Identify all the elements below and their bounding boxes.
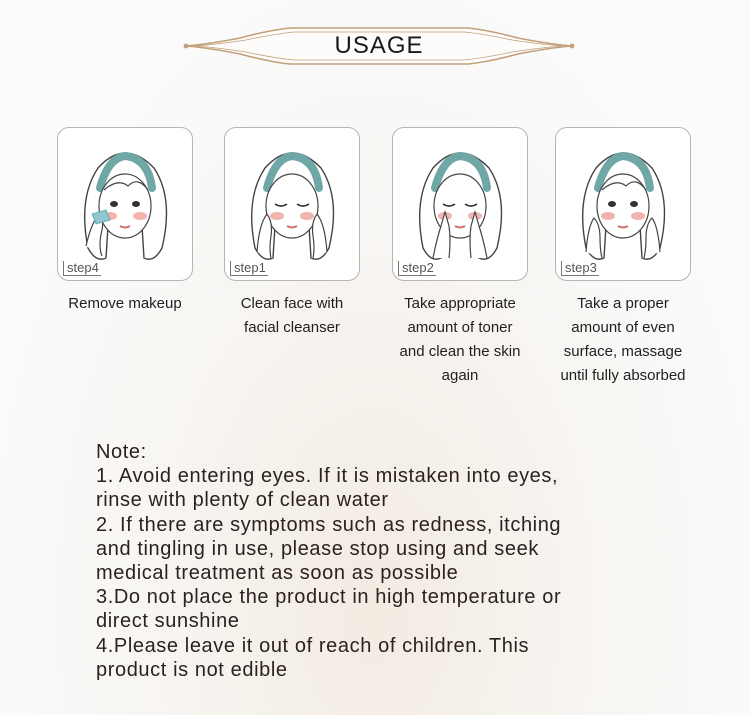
note-line: 4.Please leave it out of reach of children. This xyxy=(96,634,530,657)
note-line: medical treatment as soon as possible xyxy=(96,562,459,585)
caption-line: amount of even xyxy=(571,319,675,336)
caption-line: surface, massage xyxy=(563,343,683,360)
page-title: USAGE xyxy=(334,32,424,59)
woman-face-icon xyxy=(225,128,359,280)
step-label: step2 xyxy=(398,261,436,276)
caption-line: Take appropriate xyxy=(404,295,516,312)
woman-face-icon xyxy=(393,128,527,280)
step-caption xyxy=(212,292,372,340)
step-label: step3 xyxy=(561,261,599,276)
note-heading: Note: xyxy=(96,441,147,463)
caption-line: Take a proper xyxy=(577,295,669,312)
note-line: rinse with plenty of clean water xyxy=(96,489,389,512)
note-line: 2. If there are symptoms such as redness, itching xyxy=(96,513,562,536)
face-illustration xyxy=(57,127,193,281)
step-caption xyxy=(380,292,540,388)
note-line: direct sunshine xyxy=(96,610,240,633)
usage-banner xyxy=(180,22,578,72)
face-illustration xyxy=(224,127,360,281)
step-label: step4 xyxy=(63,261,101,276)
step-caption xyxy=(45,292,205,316)
woman-face-icon xyxy=(58,128,192,280)
woman-face-icon xyxy=(556,128,690,280)
note-line: 3.Do not place the product in high temperature or xyxy=(96,586,562,609)
step-caption xyxy=(543,292,703,388)
caption-line: Remove makeup xyxy=(68,295,182,312)
note-line: and tingling in use, please stop using and seek xyxy=(96,537,539,560)
step-label: step1 xyxy=(230,261,268,276)
caption-line: again xyxy=(441,367,479,384)
face-illustration xyxy=(392,127,528,281)
caption-line: Clean face with xyxy=(240,295,344,312)
caption-line: facial cleanser xyxy=(244,319,340,336)
caption-line: amount of toner xyxy=(407,319,513,336)
face-illustration xyxy=(555,127,691,281)
note-line: product is not edible xyxy=(96,658,288,681)
usage-note xyxy=(96,440,656,682)
caption-line: until fully absorbed xyxy=(560,367,686,384)
caption-line: and clean the skin xyxy=(399,343,521,360)
note-line: 1. Avoid entering eyes. If it is mistaken into eyes, xyxy=(96,465,559,488)
